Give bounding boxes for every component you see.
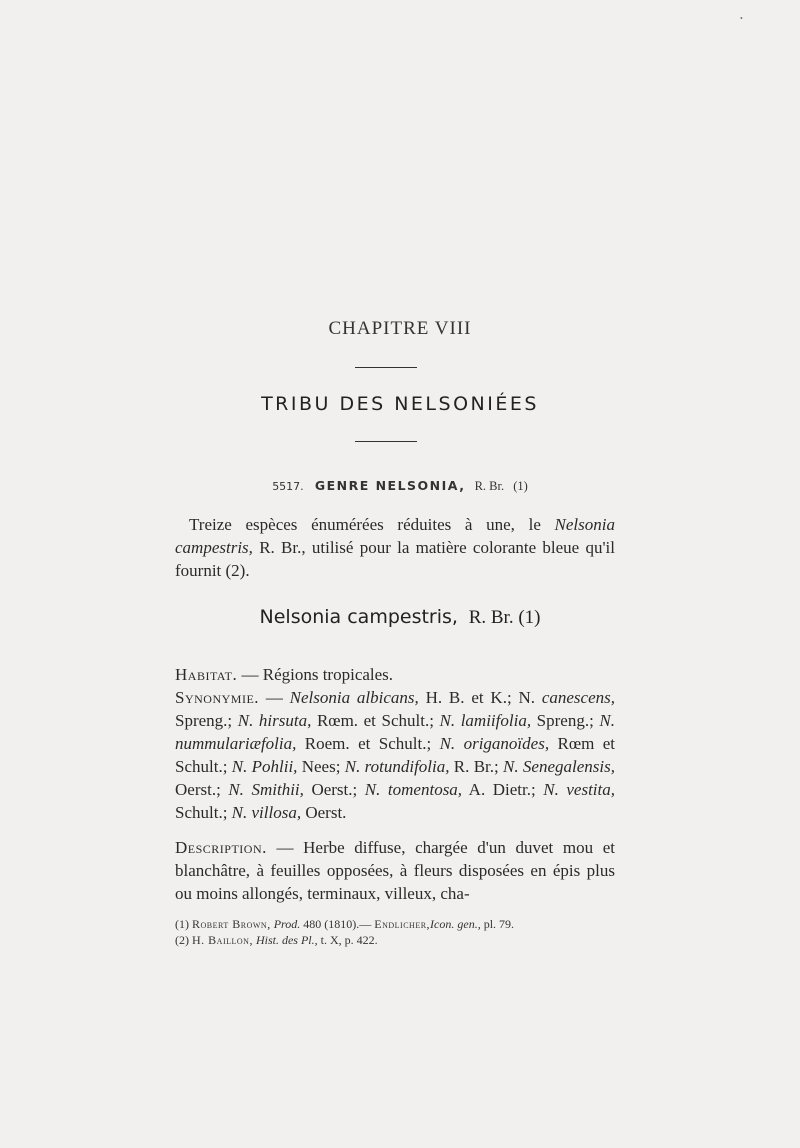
- synonym-name: N. origanoïdes,: [439, 734, 550, 753]
- tribe-title: TRIBU DES NELSONIÉES: [261, 393, 539, 415]
- genre-footnote-ref: (1): [513, 479, 528, 493]
- species-name: Nelsonia campestris,: [259, 606, 458, 628]
- synonym-authority: Rœm et Schult.;: [175, 734, 616, 776]
- synonym-name: canescens,: [541, 688, 615, 707]
- synonym-authority: Rœm. et Schult.;: [311, 711, 440, 730]
- synonym-authority: Roem. et Schult.;: [296, 734, 440, 753]
- footnote-author: H. Baillon,: [192, 933, 253, 947]
- synonym-name: N. hirsuta,: [237, 711, 312, 730]
- synonym-authority: Spreng.;: [175, 711, 238, 730]
- footnote-number: (2): [175, 933, 189, 947]
- intro-paragraph: [175, 513, 615, 582]
- synonym-name: N. Pohlii,: [231, 757, 298, 776]
- description-text: — Herbe diffuse, chargée d'un duvet mou et blanchâtre, à feuilles opposées, à fleurs disposées en épis plus ou moins allongés, terminaux, villeux, cha-: [175, 838, 615, 903]
- footnote-work: Hist. des Pl.,: [255, 933, 318, 947]
- synonym-name: N. Senegalensis,: [503, 757, 615, 776]
- species-heading: [0, 606, 800, 629]
- synonym-authority: Oerst.;: [175, 780, 229, 799]
- footnote-author: Robert Brown,: [192, 917, 271, 931]
- footnote-text: t. X, p. 422.: [317, 933, 378, 947]
- description-label: Description.: [175, 838, 267, 857]
- heading-rule-bottom: [355, 441, 417, 442]
- synonym-authority: Oerst.;: [303, 780, 365, 799]
- intro-text-before: Treize espèces énumérées réduites à une, le: [189, 515, 555, 534]
- habitat-label: Habitat.: [175, 665, 238, 684]
- synonym-authority: Oerst.: [301, 803, 347, 822]
- synonym-name: N. nummulariæfolia,: [175, 711, 615, 753]
- footnotes: [175, 916, 615, 948]
- synonym-authority: H. B. et K.; N.: [418, 688, 542, 707]
- synonym-authority: Nees;: [297, 757, 345, 776]
- synonym-name: N. villosa,: [231, 803, 302, 822]
- synonymy-text: [175, 688, 615, 822]
- synonym-authority: A. Dietr.;: [462, 780, 544, 799]
- genre-heading: [0, 478, 800, 494]
- synonym-name: N. lamiifolia,: [439, 711, 532, 730]
- chapter-heading: CHAPITRE VIII: [328, 318, 472, 339]
- footnote-work: Prod.: [273, 917, 301, 931]
- synonym-name: N. Smithii,: [228, 780, 304, 799]
- heading-rule-top: [355, 367, 417, 368]
- footnote-work-2: Icon. gen.,: [430, 917, 481, 931]
- genre-name: GENRE NELSONIA,: [314, 478, 466, 493]
- habitat-paragraph: [175, 663, 615, 686]
- genre-number: 5517.: [272, 480, 304, 493]
- footnote-text: 480 (1810).—: [300, 917, 375, 931]
- genre-author: R. Br.: [474, 479, 505, 493]
- synonym-authority: Spreng.;: [531, 711, 600, 730]
- footnote-2: [175, 932, 615, 948]
- synonym-name: N. tomentosa,: [364, 780, 463, 799]
- footnote-1: [175, 916, 615, 932]
- habitat-text: — Régions tropicales.: [237, 665, 394, 684]
- synonym-name: N. rotundifolia,: [344, 757, 450, 776]
- species-author: R. Br.: [468, 607, 514, 628]
- synonym-authority: R. Br.;: [449, 757, 504, 776]
- footnote-number: (1): [175, 917, 189, 931]
- footnote-text-2: pl. 79.: [480, 917, 515, 931]
- intro-species: Nelsonia campestris,: [175, 515, 615, 557]
- synonymy-paragraph: [175, 686, 615, 824]
- synonymy-label: Synonymie.: [175, 688, 260, 707]
- description-paragraph: [175, 836, 615, 905]
- synonym-name: Nelsonia albicans,: [289, 688, 419, 707]
- intro-text-after: R. Br., utilisé pour la matière colorante bleue qu'il fournit (2).: [175, 538, 615, 580]
- page-corner-mark: •: [740, 14, 743, 23]
- synonym-authority: —: [259, 688, 290, 707]
- synonym-authority: Schult.;: [175, 803, 232, 822]
- footnote-author-2: Endlicher,: [374, 917, 431, 931]
- species-footnote-ref: (1): [518, 607, 541, 628]
- synonym-name: N. vestita,: [543, 780, 616, 799]
